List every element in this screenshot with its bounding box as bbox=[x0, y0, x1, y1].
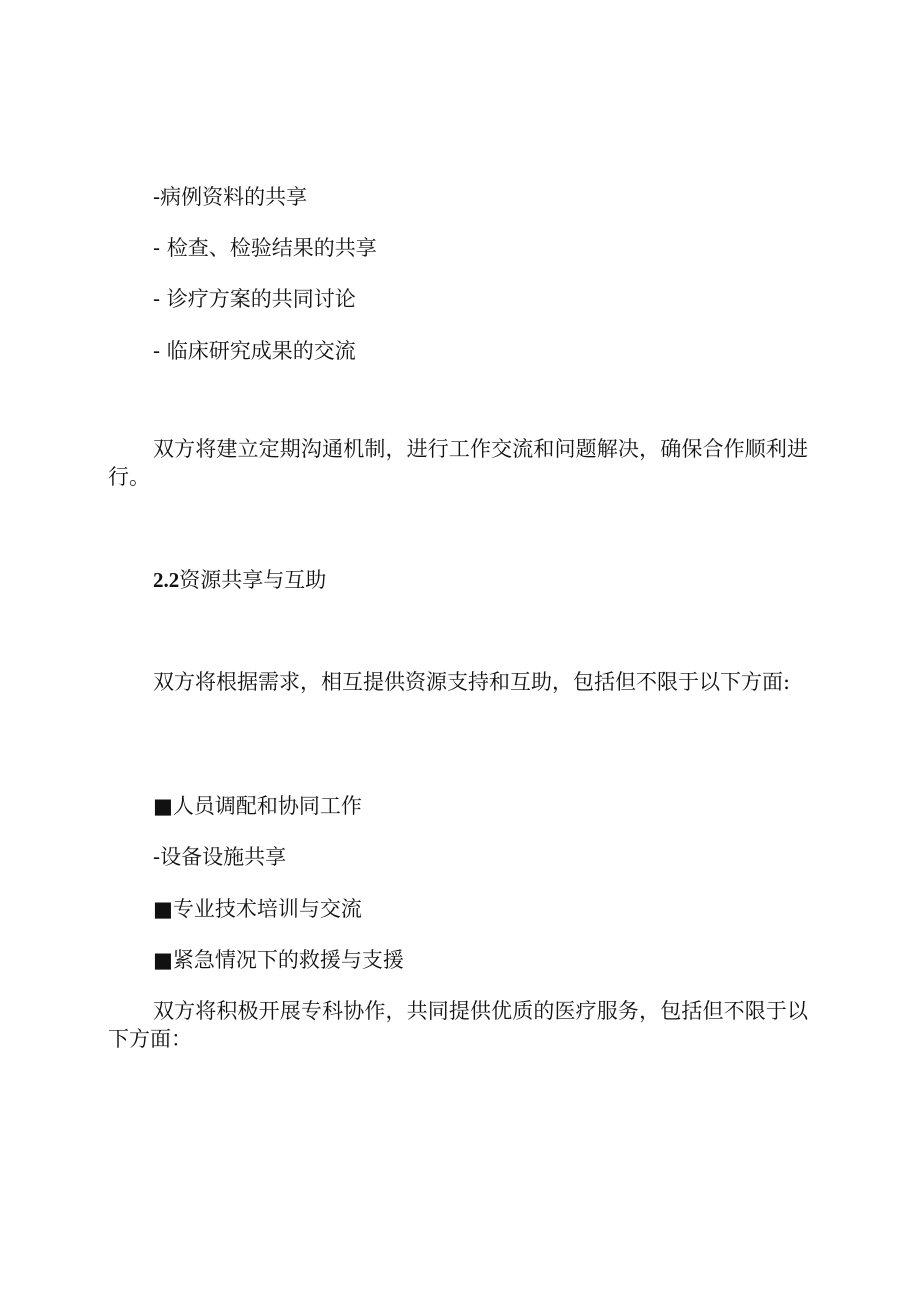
list-item: - 临床研究成果的交流 bbox=[153, 339, 356, 363]
list-item: ■人员调配和协同工作 bbox=[153, 794, 362, 818]
list-item: -病例资料的共享 bbox=[153, 185, 308, 209]
list-item: ■专业技术培训与交流 bbox=[153, 897, 362, 921]
list-item: - 诊疗方案的共同讨论 bbox=[153, 287, 356, 311]
list-item: - 检查、检验结果的共享 bbox=[153, 236, 377, 260]
body-paragraph: 双方将根据需求，相互提供资源支持和互助，包括但不限于以下方面: bbox=[153, 670, 791, 694]
list-item: ■紧急情况下的救援与支援 bbox=[153, 948, 404, 972]
body-paragraph: 双方将积极开展专科协作，共同提供优质的医疗服务，包括但不限于以下方面： bbox=[108, 999, 808, 1051]
list-item: -设备设施共享 bbox=[153, 845, 287, 869]
section-number: 2.2 bbox=[153, 568, 180, 592]
section-heading bbox=[153, 566, 326, 594]
body-paragraph: 双方将建立定期沟通机制，进行工作交流和问题解决，确保合作顺利进行。 bbox=[108, 437, 808, 489]
section-title: 资源共享与互助 bbox=[179, 568, 327, 592]
